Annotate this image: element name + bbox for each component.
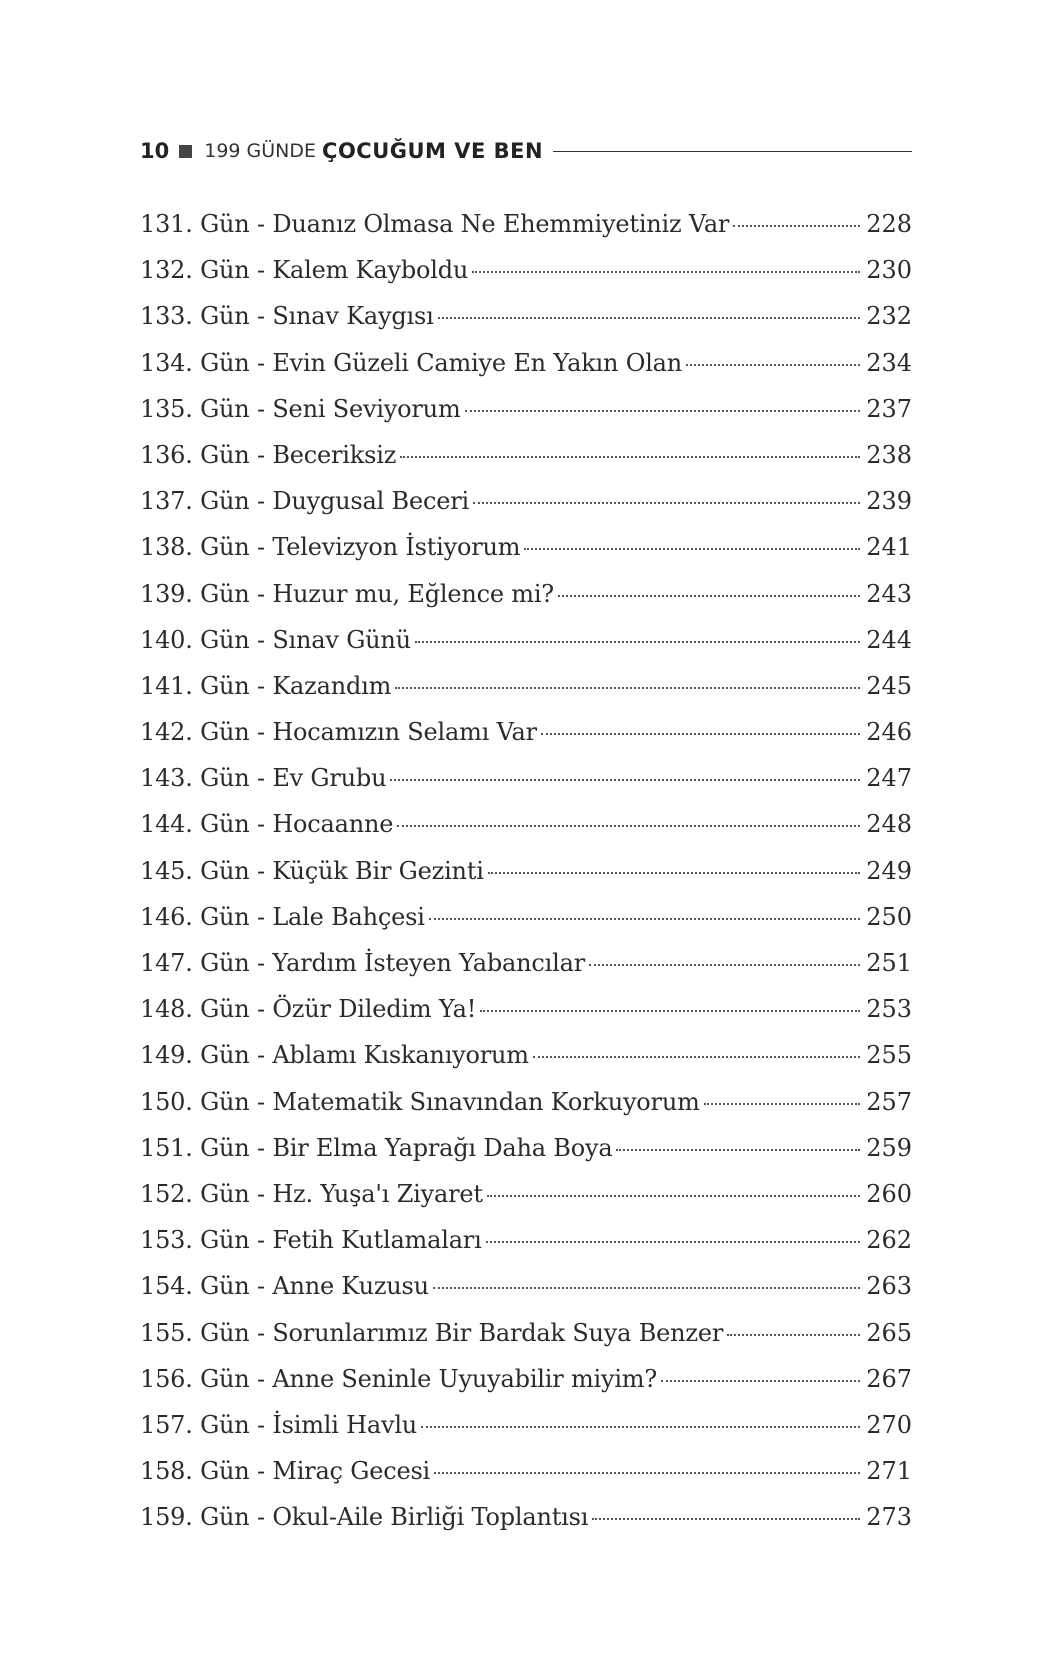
header-rule (553, 151, 912, 152)
toc-entry-page: 273 (866, 1503, 912, 1532)
toc-entry-title: 159. Gün - Okul-Aile Birliği Toplantısı (140, 1503, 589, 1532)
toc-entry-page: 257 (866, 1087, 912, 1116)
toc-entry-title: 132. Gün - Kalem Kayboldu (140, 256, 469, 285)
toc-entry (140, 1134, 912, 1180)
toc-dot-leader (472, 271, 860, 273)
toc-entry-title: 152. Gün - Hz. Yuşa'ı Ziyaret (140, 1179, 483, 1208)
toc-entry (140, 1365, 912, 1411)
toc-entry (140, 1319, 912, 1365)
toc-dot-leader (390, 779, 860, 781)
toc-entry-page: 260 (866, 1179, 912, 1208)
toc-entry-title: 143. Gün - Ev Grubu (140, 764, 387, 793)
table-of-contents (140, 210, 912, 1549)
toc-dot-leader (541, 733, 860, 735)
toc-entry (140, 487, 912, 533)
toc-dot-leader (433, 1287, 860, 1289)
toc-entry (140, 441, 912, 487)
toc-dot-leader (421, 1426, 860, 1428)
toc-entry-page: 248 (866, 810, 912, 839)
toc-entry-title: 144. Gün - Hocaanne (140, 810, 394, 839)
toc-entry-title: 145. Gün - Küçük Bir Gezinti (140, 856, 484, 885)
book-title: ÇOCUĞUM VE BEN (322, 139, 544, 163)
toc-entry (140, 718, 912, 764)
toc-entry (140, 1088, 912, 1134)
toc-dot-leader (438, 317, 861, 319)
toc-entry-title: 141. Gün - Kazandım (140, 671, 392, 700)
toc-entry-title: 140. Gün - Sınav Günü (140, 625, 411, 654)
toc-entry-title: 156. Gün - Anne Seninle Uyuyabilir miyim? (140, 1364, 658, 1393)
toc-entry-page: 262 (866, 1226, 912, 1255)
toc-entry-page: 239 (866, 487, 912, 516)
toc-entry (140, 672, 912, 718)
square-bullet-icon (179, 145, 192, 158)
toc-dot-leader (558, 595, 860, 597)
toc-entry-title: 148. Gün - Özür Diledim Ya! (140, 995, 477, 1024)
toc-entry-page: 228 (866, 210, 912, 238)
toc-entry-title: 151. Gün - Bir Elma Yaprağı Daha Boya (140, 1133, 613, 1162)
toc-entry-title: 157. Gün - İsimli Havlu (140, 1410, 418, 1439)
toc-entry-title: 135. Gün - Seni Seviyorum (140, 394, 461, 423)
toc-entry-page: 237 (866, 394, 912, 423)
toc-entry-page: 247 (866, 764, 912, 793)
toc-entry-title: 153. Gün - Fetih Kutlamaları (140, 1226, 482, 1255)
toc-entry-page: 267 (866, 1364, 912, 1393)
toc-entry-title: 155. Gün - Sorunlarımız Bir Bardak Suya Benzer (140, 1318, 724, 1347)
toc-entry (140, 903, 912, 949)
page-number: 10 (140, 139, 170, 163)
toc-entry-title: 149. Gün - Ablamı Kıskanıyorum (140, 1041, 529, 1070)
toc-entry (140, 857, 912, 903)
toc-entry-title: 133. Gün - Sınav Kaygısı (140, 302, 434, 331)
toc-entry (140, 626, 912, 672)
toc-entry-title: 134. Gün - Evin Güzeli Camiye En Yakın Olan (140, 348, 683, 377)
toc-entry-page: 270 (866, 1410, 912, 1439)
toc-entry (140, 256, 912, 302)
toc-dot-leader (465, 410, 861, 412)
toc-entry-page: 251 (866, 949, 912, 977)
toc-entry-page: 249 (866, 856, 912, 885)
toc-entry-page: 263 (866, 1272, 912, 1301)
toc-dot-leader (434, 1472, 860, 1474)
toc-dot-leader (397, 825, 860, 827)
toc-dot-leader (533, 1056, 860, 1058)
toc-entry-page: 259 (866, 1133, 912, 1162)
toc-dot-leader (733, 225, 860, 227)
toc-entry (140, 1503, 912, 1549)
toc-dot-leader (524, 548, 860, 550)
toc-entry-title: 137. Gün - Duygusal Beceri (140, 487, 469, 516)
toc-dot-leader (486, 1241, 861, 1243)
toc-entry-title: 146. Gün - Lale Bahçesi (140, 902, 425, 931)
toc-entry-title: 150. Gün - Matematik Sınavından Korkuyorum (140, 1087, 700, 1116)
toc-dot-leader (686, 364, 860, 366)
toc-entry-page: 250 (866, 902, 912, 931)
toc-dot-leader (616, 1149, 860, 1151)
toc-entry-title: 131. Gün - Duanız Olmasa Ne Ehemmiyetiniz Var (140, 210, 730, 238)
toc-entry-page: 271 (866, 1457, 912, 1486)
toc-entry (140, 1226, 912, 1272)
toc-dot-leader (487, 1195, 860, 1197)
toc-entry-page: 238 (866, 440, 912, 469)
running-header (140, 136, 912, 166)
toc-dot-leader (429, 918, 860, 920)
toc-entry-title: 136. Gün - Beceriksiz (140, 440, 397, 469)
toc-dot-leader (704, 1103, 861, 1105)
toc-entry-page: 241 (866, 533, 912, 562)
toc-entry (140, 210, 912, 256)
toc-dot-leader (395, 687, 860, 689)
toc-entry (140, 949, 912, 995)
toc-entry (140, 395, 912, 441)
toc-entry (140, 1041, 912, 1087)
toc-entry (140, 764, 912, 810)
toc-entry-page: 255 (866, 1041, 912, 1070)
toc-dot-leader (589, 964, 860, 966)
toc-dot-leader (415, 641, 860, 643)
toc-entry (140, 1272, 912, 1318)
toc-entry (140, 810, 912, 856)
toc-dot-leader (488, 872, 860, 874)
toc-dot-leader (727, 1334, 860, 1336)
toc-entry-page: 265 (866, 1318, 912, 1347)
toc-entry (140, 1180, 912, 1226)
toc-entry (140, 1411, 912, 1457)
toc-entry-page: 230 (866, 256, 912, 285)
toc-entry-page: 245 (866, 671, 912, 700)
toc-dot-leader (592, 1518, 860, 1520)
toc-entry (140, 533, 912, 579)
toc-entry (140, 995, 912, 1041)
toc-entry-title: 142. Gün - Hocamızın Selamı Var (140, 718, 537, 747)
toc-entry-page: 234 (866, 348, 912, 377)
toc-dot-leader (400, 456, 860, 458)
toc-entry-title: 139. Gün - Huzur mu, Eğlence mi? (140, 579, 554, 608)
toc-entry-title: 147. Gün - Yardım İsteyen Yabancılar (140, 949, 585, 977)
toc-entry-title: 138. Gün - Televizyon İstiyorum (140, 533, 521, 562)
toc-entry (140, 1457, 912, 1503)
toc-entry-title: 154. Gün - Anne Kuzusu (140, 1272, 429, 1301)
toc-entry-page: 243 (866, 579, 912, 608)
toc-entry-page: 244 (866, 625, 912, 654)
toc-entry-page: 232 (866, 302, 912, 331)
toc-dot-leader (480, 1010, 860, 1012)
toc-entry-title: 158. Gün - Miraç Gecesi (140, 1457, 431, 1486)
toc-entry-page: 253 (866, 995, 912, 1024)
toc-entry (140, 302, 912, 348)
toc-dot-leader (661, 1380, 860, 1382)
toc-dot-leader (473, 502, 860, 504)
book-title-prefix: 199 GÜNDE (204, 140, 317, 162)
toc-entry-page: 246 (866, 718, 912, 747)
toc-entry (140, 580, 912, 626)
toc-entry (140, 349, 912, 395)
